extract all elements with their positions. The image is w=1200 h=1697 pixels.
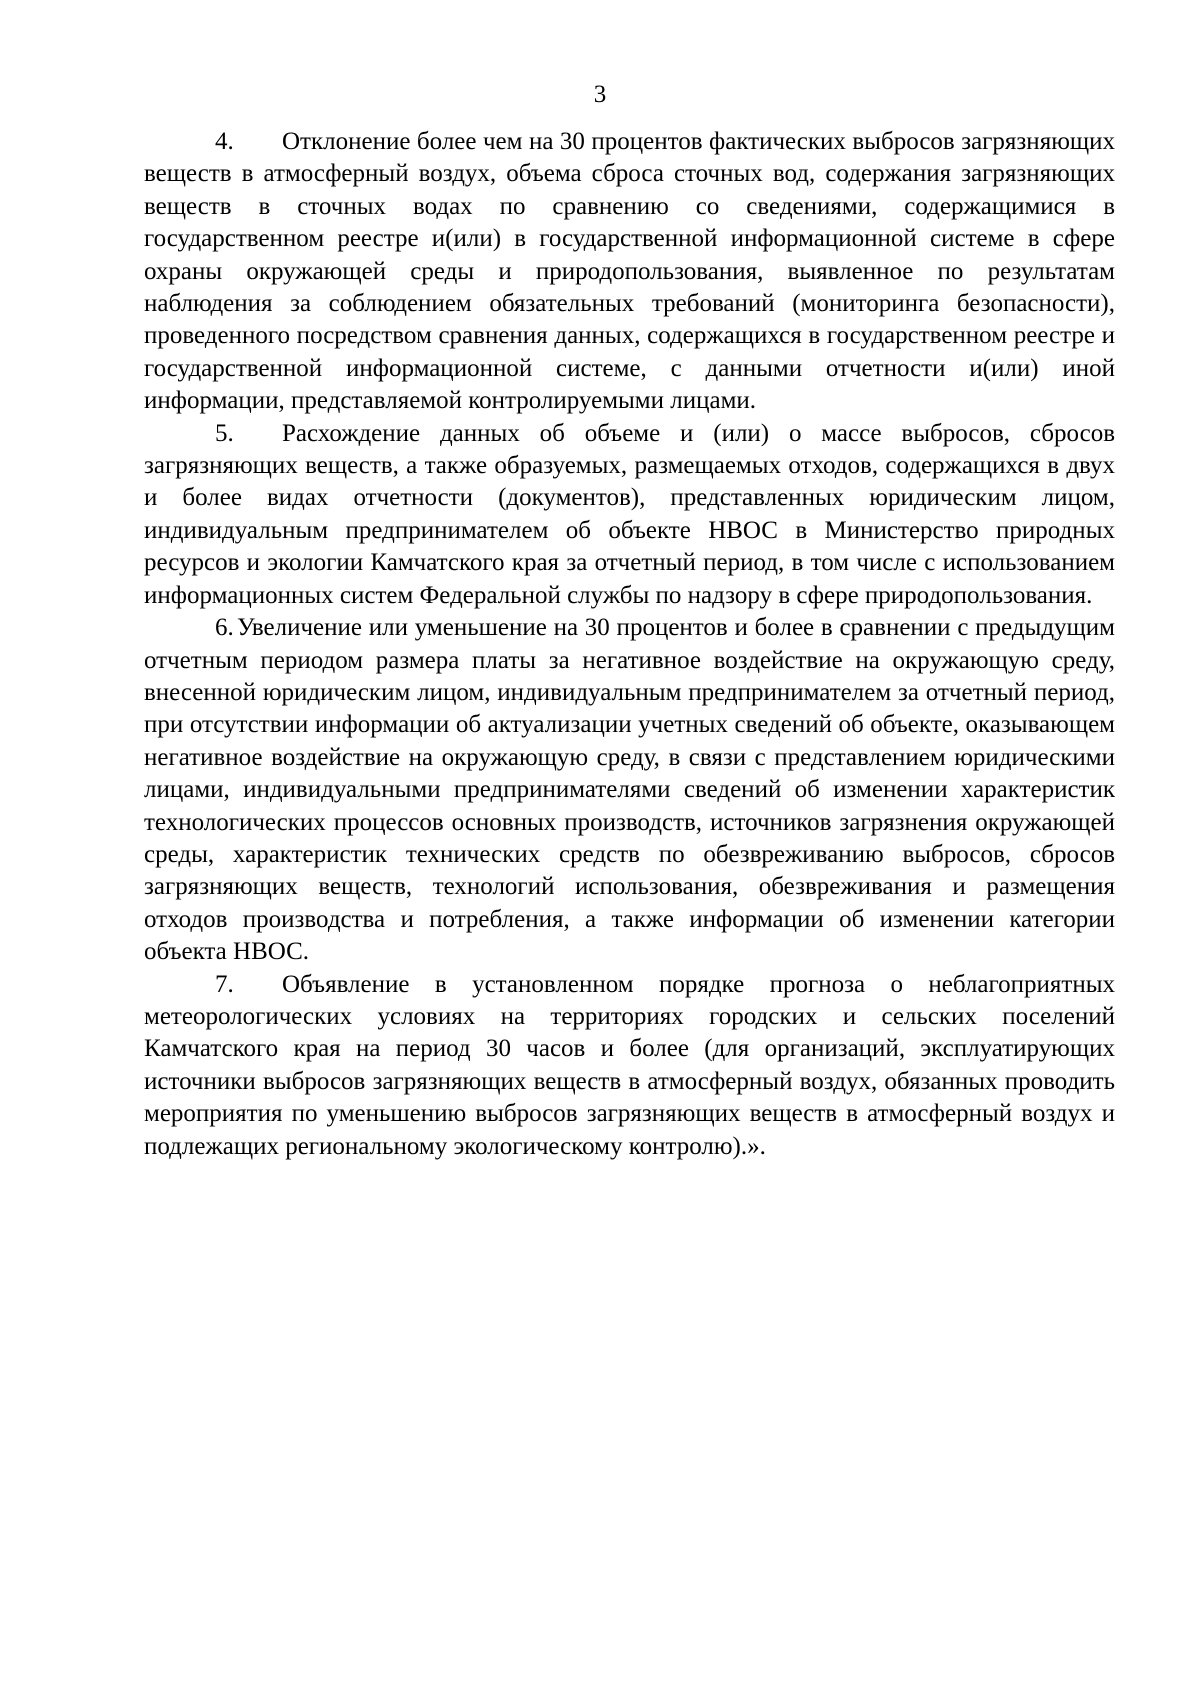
list-item-6: [144, 612, 1115, 968]
item-number: 4.: [215, 128, 234, 155]
page-number: 3: [593, 81, 607, 108]
document-body: [144, 126, 1115, 1163]
list-item-5: [144, 418, 1115, 612]
item-number: 7.: [215, 970, 234, 998]
item-text: Отклонение более чем на 30 процентов фактических выбросов загрязняющих веществ в атмосферный воздух, объема сброса сточных вод, содержания загрязняющих веществ в сточных водах по сравнению со сведениями, содержащимися в государственном реестре и(или) в государственной информационной системе в сфере охраны окружающей среды и природопользования, выявленное по результатам наблюдения за соблюдением обязательных требований (мониторинга безопасности), проведенного посредством сравнения данных, содержащихся в государственном реестре и государственной информационной системе, с данными отчетности и(или) иной информации, представляемой контролируемыми лицами.: [144, 128, 1115, 415]
item-text: Объявление в установленном порядке прогноза о неблагоприятных метеорологических условиях на территориях городских и сельских поселений Камчатского края на период 30 часов и более (для организаций, эксплуатирующих источники выбросов загрязняющих веществ в атмосферный воздух, обязанных проводить мероприятия по уменьшению выбросов загрязняющих веществ в атмосферный воздух и подлежащих региональному экологическому контролю).».: [144, 970, 1115, 1160]
item-text: Увеличение или уменьшение на 30 процентов и более в сравнении с предыдущим отчетным периодом размера платы за негативное воздействие на окружающую среду, внесенной юридическим лицом, индивидуальным предпринимателем за отчетный период, при отсутствии информации об актуализации учетных сведений об объекте, оказывающем негативное воздействие на окружающую среду, в связи с представлением юридическими лицами, индивидуальными предпринимателями сведений об изменении характеристик технологических процессов основных производств, источников загрязнения окружающей среды, характеристик технических средств по обезвреживанию выбросов, сбросов загрязняющих веществ, технологий использования, обезвреживания и размещения отходов производства и потребления, а также информации об изменении категории объекта НВОС.: [144, 614, 1115, 966]
item-number: 5.: [215, 419, 234, 447]
list-item-4: [144, 126, 1115, 418]
list-item-7: [144, 969, 1115, 1163]
item-text: Расхождение данных об объеме и (или) о массе выбросов, сбросов загрязняющих веществ, а также образуемых, размещаемых отходов, содержащихся в двух и более видах отчетности (документов), представленных юридическим лицом, индивидуальным предпринимателем об объекте НВОС в Министерство природных ресурсов и экологии Камчатского края за отчетный период, в том числе с использованием информационных систем Федеральной службы по надзору в сфере природопользования.: [144, 419, 1115, 609]
item-number: 6.: [215, 614, 234, 642]
